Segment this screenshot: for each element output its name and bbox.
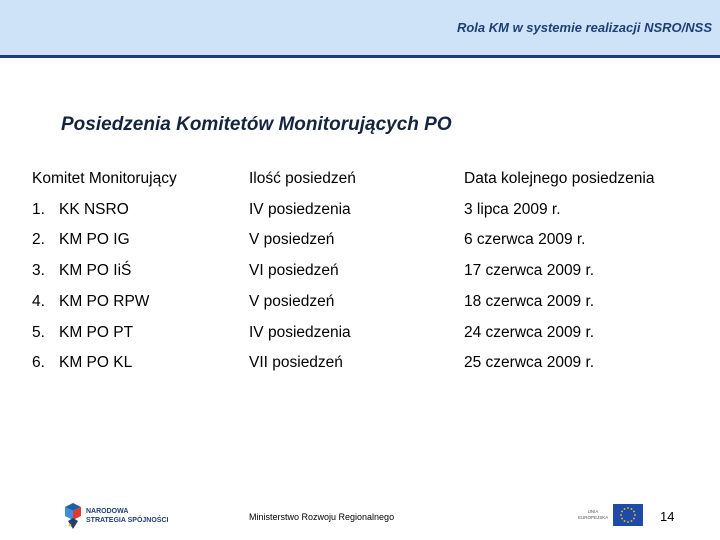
committee-cell	[32, 262, 131, 280]
committee-cell	[32, 354, 132, 372]
table-row	[32, 201, 702, 231]
committee-name: KM PO RPW	[59, 293, 150, 310]
ue-label-line1: UNIA	[587, 509, 599, 514]
meeting-count: VII posiedzeń	[249, 354, 343, 371]
header-committee: Komitet Monitorujący	[32, 170, 177, 187]
nss-logo-line2: STRATEGIA SPÓJNOŚCI	[86, 517, 169, 524]
header-band	[0, 0, 720, 55]
header-divider	[0, 55, 720, 58]
table-row	[32, 293, 702, 323]
next-meeting-date: 3 lipca 2009 r.	[464, 201, 561, 218]
committee-cell	[32, 293, 149, 311]
next-meeting-date: 6 czerwca 2009 r.	[464, 231, 586, 248]
table-header-row	[32, 170, 702, 200]
committee-name: KM PO IiŚ	[59, 262, 132, 279]
ministry-name: Ministerstwo Rozwoju Regionalnego	[249, 512, 395, 522]
header-count: Ilość posiedzeń	[249, 170, 356, 187]
ue-label-line2: EUROPEJSKA	[578, 515, 609, 520]
table-row	[32, 354, 702, 384]
meeting-count: IV posiedzenia	[249, 201, 351, 218]
row-number: 5.	[32, 324, 45, 341]
committee-cell	[32, 201, 129, 219]
header-title: Rola KM w systemie realizacji NSRO/NSS	[456, 20, 712, 35]
nss-emblem-icon	[62, 501, 84, 531]
committee-name: KM PO PT	[59, 324, 134, 341]
committee-name: KM PO IG	[59, 231, 130, 248]
row-number: 1.	[32, 201, 45, 218]
next-meeting-date: 24 czerwca 2009 r.	[464, 324, 595, 341]
committee-name: KK NSRO	[59, 201, 129, 218]
next-meeting-date: 18 czerwca 2009 r.	[464, 293, 595, 310]
narodowa-strategia-spojnosci-logo	[62, 501, 182, 533]
row-number: 6.	[32, 354, 45, 371]
meeting-count: VI posiedzeń	[249, 262, 339, 279]
committee-cell	[32, 324, 133, 342]
table-row	[32, 324, 702, 354]
row-number: 2.	[32, 231, 45, 248]
meeting-count: IV posiedzenia	[249, 324, 351, 341]
table-row	[32, 262, 702, 292]
nss-logo-line1: NARODOWA	[86, 508, 129, 515]
nss-logo-text	[86, 507, 168, 525]
table-row	[32, 231, 702, 261]
meeting-count: V posiedzeń	[249, 293, 335, 310]
row-number: 3.	[32, 262, 45, 279]
header-next-date: Data kolejnego posiedzenia	[464, 170, 655, 187]
committee-cell	[32, 231, 130, 249]
page-title: Posiedzenia Komitetów Monitorujących PO	[61, 114, 452, 135]
committee-name: KM PO KL	[59, 354, 133, 371]
next-meeting-date: 25 czerwca 2009 r.	[464, 354, 595, 371]
next-meeting-date: 17 czerwca 2009 r.	[464, 262, 595, 279]
ue-label	[578, 509, 608, 521]
row-number: 4.	[32, 293, 45, 310]
eu-flag-icon	[613, 504, 643, 526]
page-number: 14	[660, 509, 675, 524]
meeting-count: V posiedzeń	[249, 231, 335, 248]
